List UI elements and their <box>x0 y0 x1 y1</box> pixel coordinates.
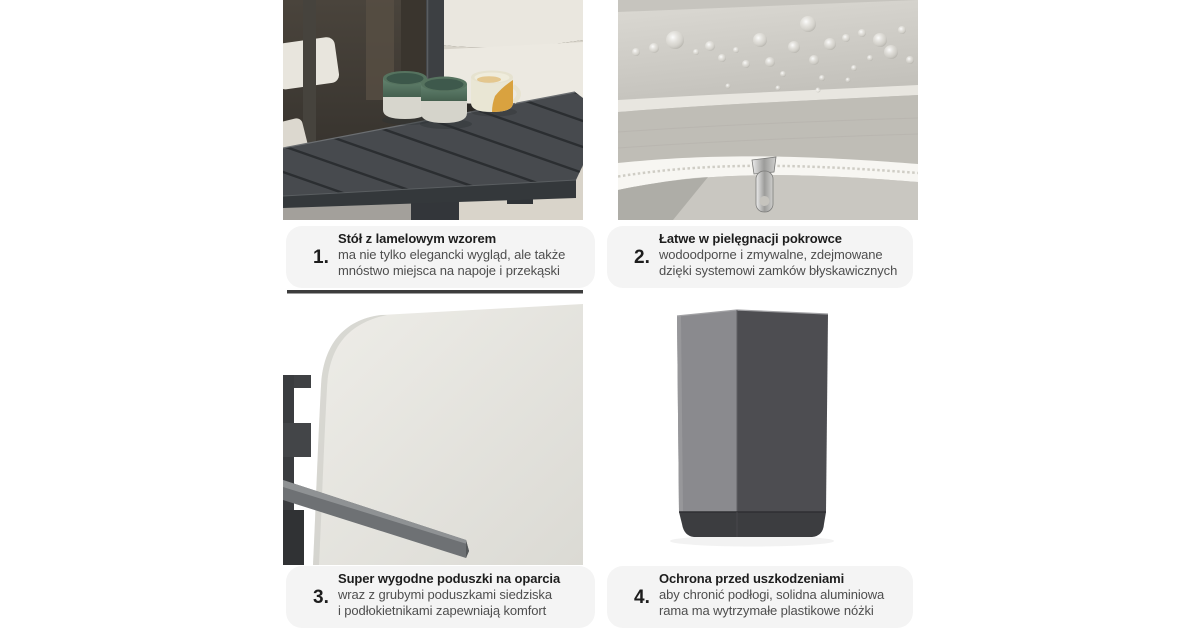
feature-description-line: wraz z grubymi poduszkami siedziska <box>338 587 552 602</box>
feature-number-3: 3. <box>313 587 329 608</box>
feature-description-line: rama ma wytrzymałe plastikowe nóżki <box>659 602 874 618</box>
feature-description-line: ma nie tylko elegancki wygląd, ale także <box>338 247 566 262</box>
table-illustration <box>283 0 583 220</box>
feature-description-line: i podłokietnikami zapewniają komfort <box>338 602 547 618</box>
feature-caption-1 <box>286 226 595 288</box>
feature-caption-4 <box>607 566 913 628</box>
feature-description-line: mnóstwo miejsca na napoje i przekąski <box>338 262 560 278</box>
feature-description-line: wodoodporne i zmywalne, zdejmowane <box>659 247 883 262</box>
cushion-cover-illustration <box>618 0 918 220</box>
feature-description-line: aby chronić podłogi, solidna aluminiowa <box>659 587 885 602</box>
feature-photo-backrest <box>283 290 583 565</box>
feature-photo-cover <box>618 0 918 220</box>
feature-photo-table <box>283 0 583 220</box>
feature-title-2: Łatwe w pielęgnacji pokrowce <box>659 231 842 246</box>
feature-number-2: 2. <box>634 247 650 268</box>
feature-title-1: Stół z lamelowym wzorem <box>338 231 497 246</box>
backrest-cushion-illustration <box>283 290 583 565</box>
feature-number-1: 1. <box>313 247 329 268</box>
feature-title-4: Ochrona przed uszkodzeniami <box>659 571 845 586</box>
feature-title-3: Super wygodne poduszki na oparcia <box>338 571 561 586</box>
feature-description-line: dzięki systemowi zamków błyskawicznych <box>659 262 898 278</box>
feature-number-4: 4. <box>634 587 650 608</box>
feature-caption-3 <box>286 566 595 628</box>
furniture-leg-illustration <box>618 290 918 565</box>
feature-photo-leg <box>618 290 918 565</box>
feature-caption-2 <box>607 226 913 288</box>
plastic-foot <box>679 512 826 537</box>
